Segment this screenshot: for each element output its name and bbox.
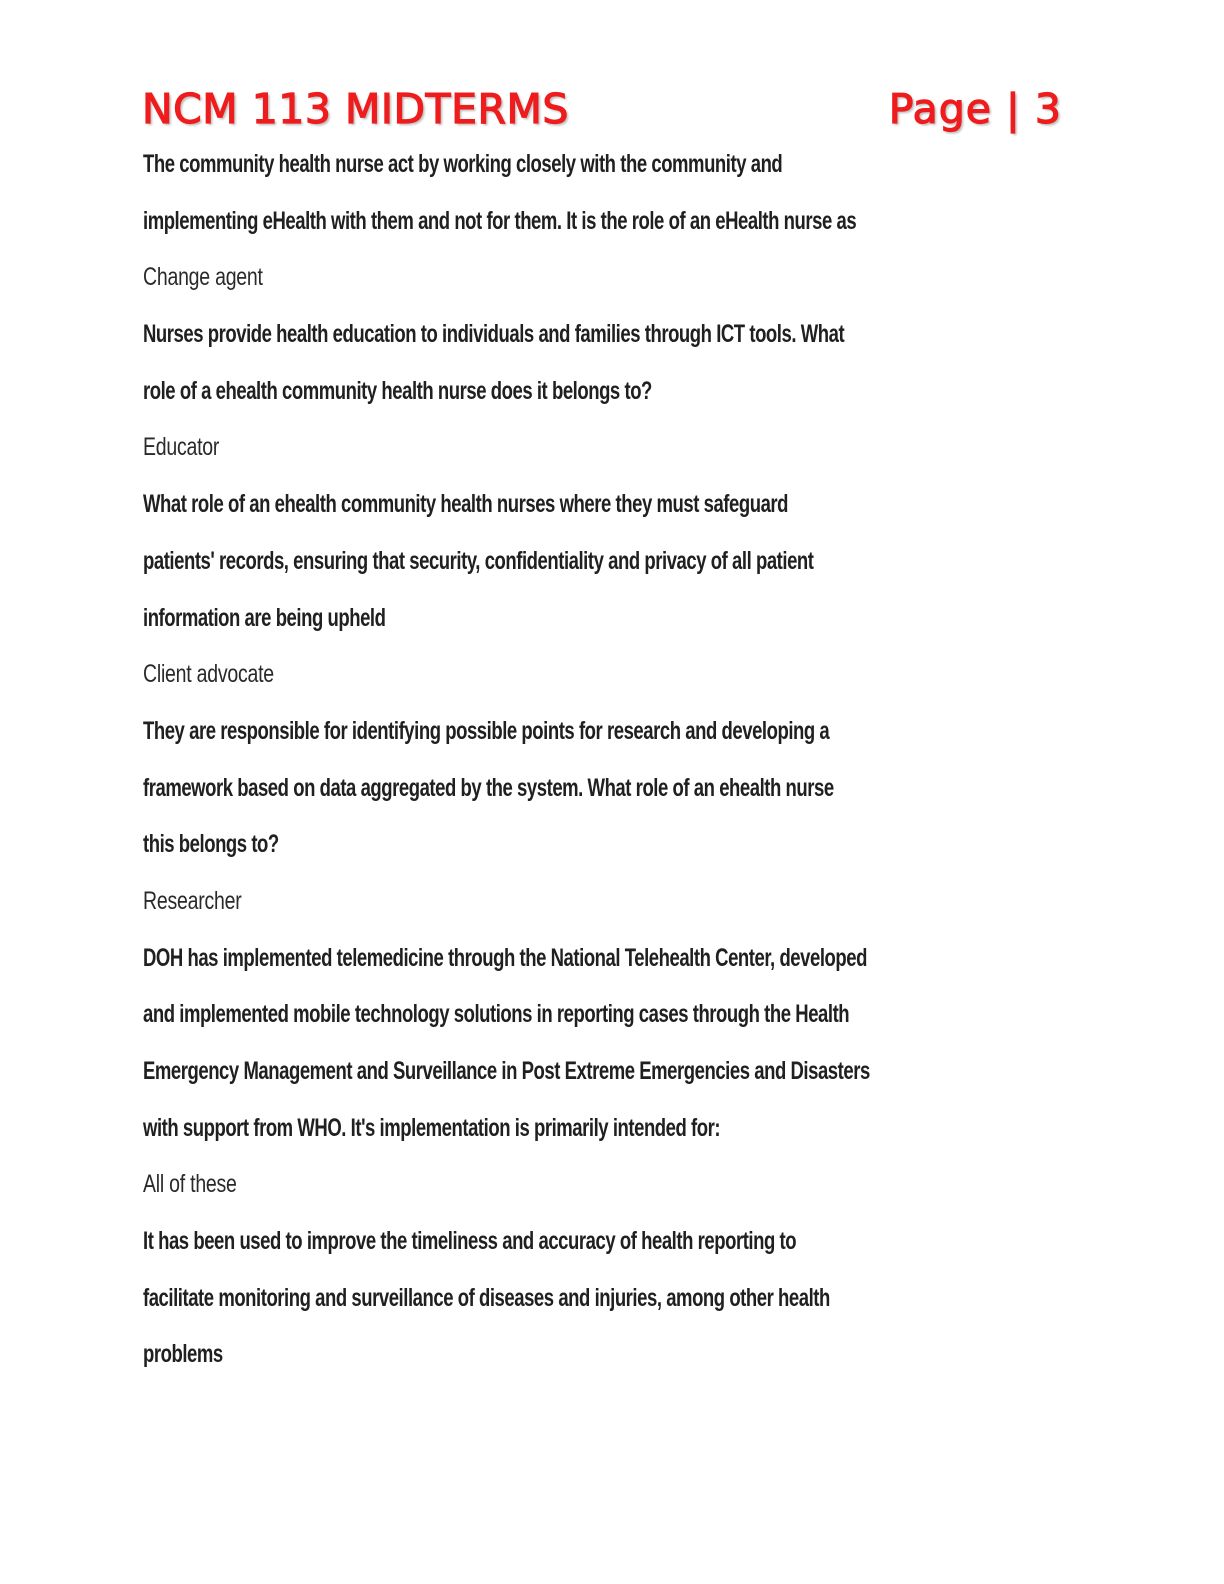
question-line: patients' records, ensuring that security, confidentiality and privacy of all patient — [143, 546, 814, 575]
question-line: framework based on data aggregated by the system. What role of an ehealth nurse — [143, 773, 834, 802]
question-line: information are being upheld — [143, 603, 386, 632]
answer-text: Client advocate — [143, 660, 274, 689]
question-line: Nurses provide health education to individuals and families through ICT tools. What — [143, 320, 845, 349]
question-line: this belongs to? — [143, 830, 279, 859]
question-line: implementing eHealth with them and not for them. It is the role of an eHealth nurse as — [143, 206, 857, 235]
question-line: role of a ehealth community health nurse does it belongs to? — [143, 376, 652, 405]
qa-item — [143, 930, 1078, 1213]
question-line: facilitate monitoring and surveillance of diseases and injuries, among other health — [143, 1283, 830, 1312]
page-header — [142, 78, 1062, 140]
answer-text: All of these — [143, 1170, 237, 1199]
question-line: What role of an ehealth community health nurses where they must safeguard — [143, 490, 789, 519]
answer-text: Change agent — [143, 263, 263, 292]
answer-text: Educator — [143, 433, 220, 462]
qa-item — [143, 703, 1078, 930]
question-line: The community health nurse act by working closely with the community and — [143, 150, 783, 178]
question-line: problems — [143, 1340, 223, 1369]
question-line: with support from WHO. It's implementation is primarily intended for: — [143, 1113, 721, 1142]
page-number: Page | 3 — [888, 85, 1062, 133]
question-line: DOH has implemented telemedicine through the National Telehealth Center, developed — [143, 943, 867, 972]
qa-item — [143, 136, 1078, 306]
qa-item — [143, 1213, 1078, 1383]
question-line: They are responsible for identifying possible points for research and developing a — [143, 716, 830, 745]
question-line: and implemented mobile technology solutions in reporting cases through the Health — [143, 1000, 850, 1029]
question-line: It has been used to improve the timeliness and accuracy of health reporting to — [143, 1227, 797, 1256]
answer-text: Researcher — [143, 886, 242, 915]
question-line: Emergency Management and Surveillance in Post Extreme Emergencies and Disasters — [143, 1057, 870, 1085]
document-title: NCM 113 MIDTERMS — [142, 85, 569, 133]
document-body — [143, 136, 1078, 1383]
qa-item — [143, 306, 1078, 476]
qa-item — [143, 476, 1078, 703]
